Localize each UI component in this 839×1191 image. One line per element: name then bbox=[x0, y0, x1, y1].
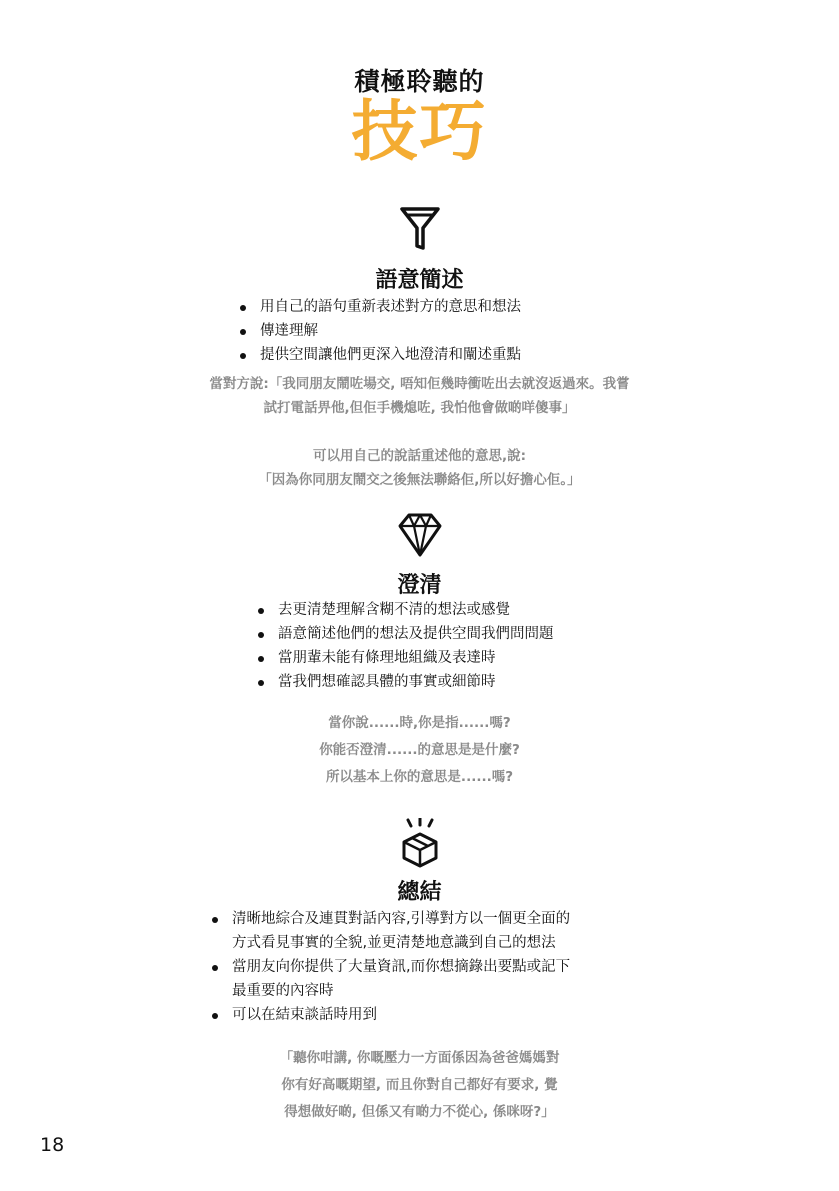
section-3-bullets bbox=[208, 907, 570, 1027]
section-heading-clarifying: 澄清 bbox=[397, 573, 442, 598]
list-item: 傳達理解 bbox=[236, 319, 521, 343]
list-item: 去更清楚理解含糊不清的想法或感覺 bbox=[254, 598, 554, 622]
section-1-bullets bbox=[236, 295, 521, 367]
list-item: 清晰地綜合及連貫對話內容,引導對方以一個更全面的 方式看見事實的全貌,並更清楚地意識到自己的想法 bbox=[208, 907, 570, 955]
list-item: 當我們想確認具體的事實或細節時 bbox=[254, 670, 554, 694]
section-2-example-quote: 當你說......時,你是指......嗎? 你能否澄清......的意思是是什麼? 所以基本上你的意思是......嗎? bbox=[319, 715, 520, 785]
list-item: 當朋友向你提供了大量資訊,而你想摘錄出要點或記下 最重要的內容時 bbox=[208, 955, 570, 1003]
section-heading-summarizing: 總結 bbox=[397, 880, 442, 905]
list-item: 語意簡述他們的想法及提供空間我們問問題 bbox=[254, 622, 554, 646]
section-1-example-quote: 當對方說:「我同朋友鬧咗場交, 唔知佢幾時衝咗出去就沒返過來。我嘗 試打電話畀他,但佢手機熄咗, 我怕他會做啲咩傻事」 可以用自己的說話重述他的意思,說: 「因為你同朋友鬧交之後無法聯絡佢,所以好擔心佢。」 bbox=[209, 376, 630, 488]
title-line-1: 積極聆聽的 bbox=[354, 67, 485, 96]
list-item: 當朋輩未能有條理地組織及表達時 bbox=[254, 646, 554, 670]
funnel-icon bbox=[0, 206, 839, 256]
section-heading-paraphrasing: 語意簡述 bbox=[375, 268, 464, 293]
section-2-bullets bbox=[254, 598, 554, 694]
open-box-icon bbox=[0, 818, 839, 874]
page-number: 18 bbox=[40, 1134, 65, 1156]
diamond-icon bbox=[0, 512, 839, 562]
list-item: 提供空間讓他們更深入地澄清和闡述重點 bbox=[236, 343, 521, 367]
list-item: 用自己的語句重新表述對方的意思和想法 bbox=[236, 295, 521, 319]
section-3-example-quote: 「聽你咁講, 你嘅壓力一方面係因為爸爸媽媽對 你有好高嘅期望, 而且你對自己都好有要求, 覺 得想做好啲, 但係又有啲力不從心, 係咪呀?」 bbox=[279, 1050, 560, 1120]
title-line-2: 技巧 bbox=[351, 93, 488, 170]
list-item: 可以在結束談話時用到 bbox=[208, 1003, 570, 1027]
